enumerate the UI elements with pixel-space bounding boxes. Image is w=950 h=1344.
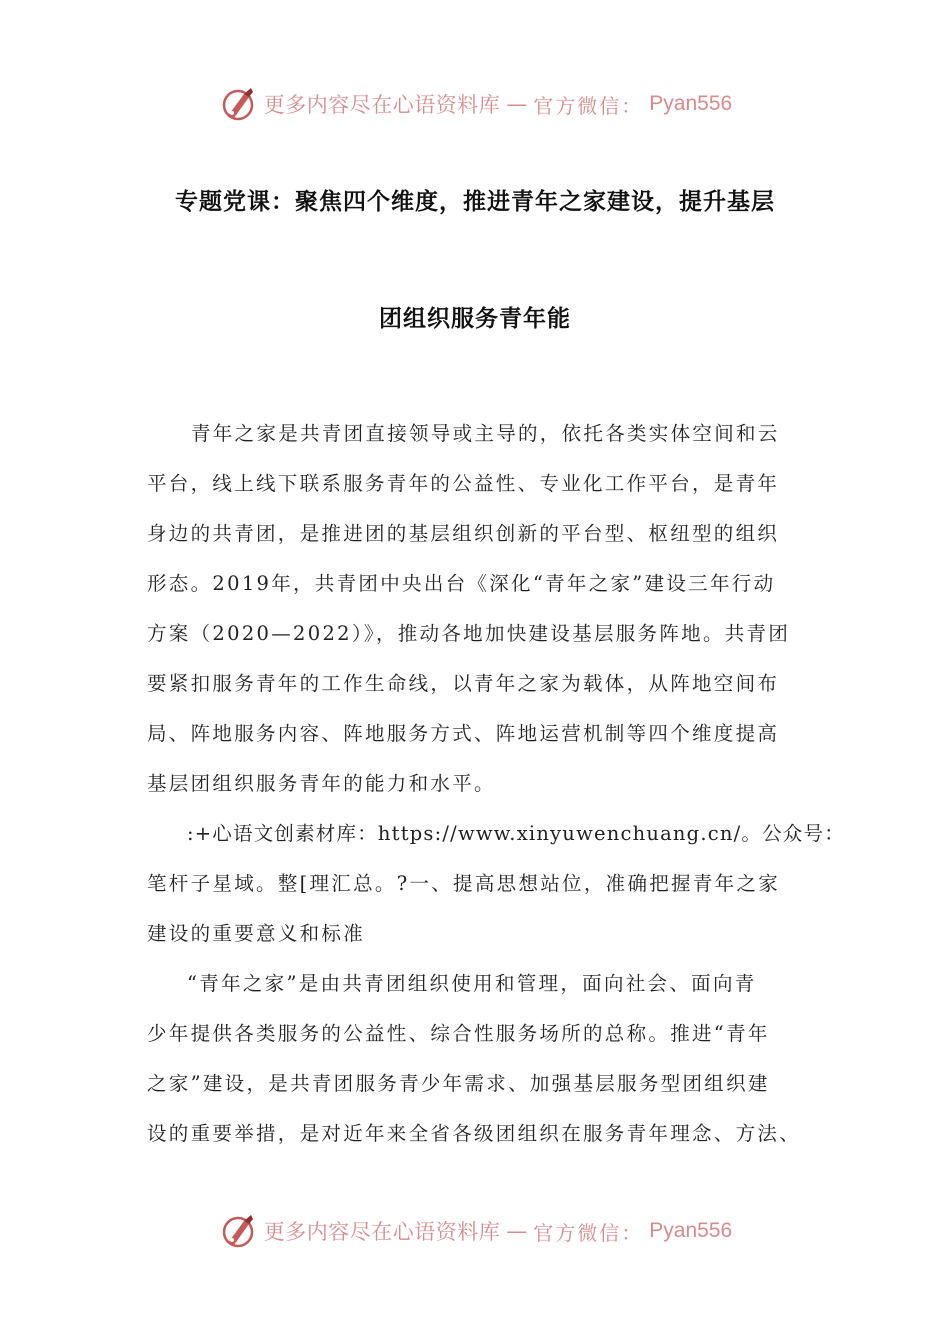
body-line: 要紧扣服务青年的工作生命线，以青年之家为载体，从阵地空间布 xyxy=(147,672,780,695)
body-line: 方案（2020—2022）》，推动各地加快建设基层服务阵地。共青团 xyxy=(147,622,791,645)
wechat-handle: Pyan556 xyxy=(649,1219,733,1242)
document-title-line-1: 专题党课：聚焦四个维度，推进青年之家建设，提升基层 xyxy=(175,189,775,215)
document-body xyxy=(147,414,845,1164)
body-line: 建设的重要意义和标准 xyxy=(147,922,366,945)
body-line: 设的重要举措，是对近年来全省各级团组织在服务青年理念、方法、 xyxy=(147,1122,802,1145)
pen-nib-logo-icon xyxy=(218,84,258,124)
pen-nib-logo-icon xyxy=(218,1211,258,1251)
body-line: 之家”建设，是共青团服务青少年需求、加强基层服务型团组织建 xyxy=(147,1072,770,1095)
footer-banner xyxy=(0,1209,950,1253)
wechat-handle: Pyan556 xyxy=(649,92,733,115)
body-line: :+心语文创素材库：https://www.xinyuwenchuang.cn/。公众号： xyxy=(187,822,845,845)
body-line: 身边的共青团，是推进团的基层组织创新的平台型、枢纽型的组织 xyxy=(147,522,780,545)
wechat-label: 官方微信： xyxy=(533,1220,644,1245)
promo-text: 更多内容尽在心语资料库 xyxy=(263,93,501,117)
banner-dash: — xyxy=(506,1219,528,1243)
body-line: 青年之家是共青团直接领导或主导的，依托各类实体空间和云 xyxy=(191,422,780,445)
header-banner xyxy=(0,82,950,126)
body-line: 基层团组织服务青年的能力和水平。 xyxy=(147,772,496,795)
document-title-line-2: 团组织服务青年能 xyxy=(379,306,571,332)
wechat-label: 官方微信： xyxy=(533,93,644,118)
promo-text: 更多内容尽在心语资料库 xyxy=(263,1220,501,1244)
body-line: 局、阵地服务内容、阵地服务方式、阵地运营机制等四个维度提高 xyxy=(147,722,780,745)
banner-dash: — xyxy=(506,92,528,116)
body-line: “青年之家”是由共青团组织使用和管理，面向社会、面向青 xyxy=(187,972,757,995)
body-line: 形态。2019年，共青团中央出台《深化“青年之家”建设三年行动 xyxy=(147,572,776,595)
body-line: 平台，线上线下联系服务青年的公益性、专业化工作平台，是青年 xyxy=(147,472,780,495)
body-line: 笔杆子星域。整[理汇总。?一、提高思想站位，准确把握青年之家 xyxy=(147,872,781,895)
body-line: 少年提供各类服务的公益性、综合性服务场所的总称。推进“青年 xyxy=(147,1022,770,1045)
